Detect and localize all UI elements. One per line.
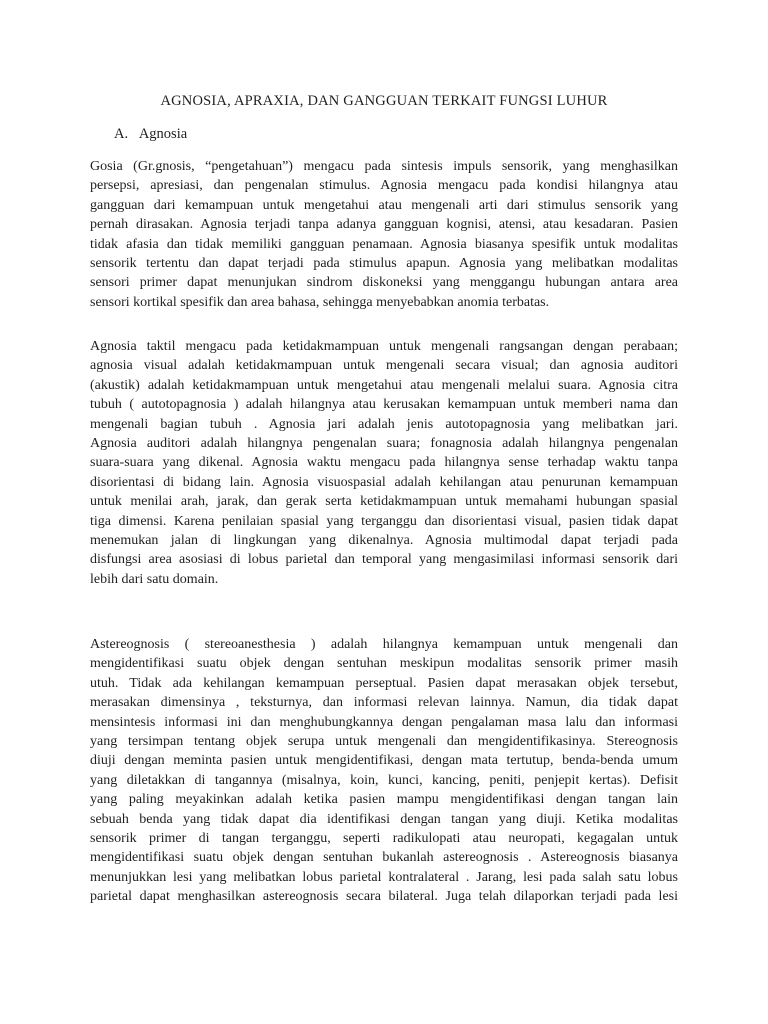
paragraph-line: parietal dapat menghasilkan astereognosis secara bilateral. Juga telah dilaporkan terjadi pada lesi bbox=[90, 889, 678, 905]
paragraph-line: sebuah benda yang tidak dapat dia identifikasi dengan tangan yang diuji. Ketika modalitas bbox=[90, 811, 678, 827]
paragraph-line: Agnosia taktil mengacu pada ketidakmampuan untuk mengenali rangsangan dengan perabaan; bbox=[90, 339, 678, 354]
document-title: AGNOSIA, APRAXIA, DAN GANGGUAN TERKAIT FUNGSI LUHUR bbox=[160, 93, 608, 109]
paragraph-line: merasakan dimensinya , teksturnya, dan informasi relevan lainnya. Namun, dia tidak dapat bbox=[90, 695, 678, 711]
paragraph-line: tidak afasia dan tidak memiliki gangguan penamaan. Agnosia biasanya spesifik untuk modalitas bbox=[90, 236, 678, 252]
paragraph-line: sensori kortikal spesifik dan area bahasa, sehingga menyebabkan anomia terbatas. bbox=[90, 294, 550, 310]
paragraph-astereognosis bbox=[90, 635, 678, 907]
paragraph-line: tiga dimensi. Karena penilaian spasial yang terganggu dan disorientasi visual, pasien tidak dapat bbox=[90, 513, 678, 529]
paragraph-line: suara-suara yang dikenal. Agnosia waktu mengacu pada hilangnya sense terhadap waktu tanpa bbox=[90, 455, 678, 471]
paragraph-line: Gosia (Gr.gnosis, “pengetahuan”) mengacu pada sintesis impuls sensorik, yang menghasilkan bbox=[90, 159, 678, 174]
paragraph-line: yang paling meyakinkan adalah ketika pasien mampu mengidentifikasi dengan tangan lain bbox=[90, 792, 678, 808]
paragraph-line: mengenali bagian tubuh . Agnosia jari adalah jenis autotopagnosia yang melibatkan jari. bbox=[90, 416, 678, 432]
paragraph-line: pernah dirasakan. Agnosia terjadi tanpa adanya gangguan kognisi, atensi, atau kesadaran. Pasien bbox=[90, 217, 678, 233]
paragraph-line: sensorik tertentu dan dapat terjadi pada stimulus apapun. Agnosia yang melibatkan modalitas bbox=[90, 256, 678, 272]
paragraph-line: diuji dengan meminta pasien untuk mengidentifikasi, dengan mata tertutup, benda-benda umum bbox=[90, 753, 678, 769]
paragraph-line: utuh. Tidak ada kehilangan kemampuan perseptual. Pasien dapat merasakan objek tersebut, bbox=[90, 675, 678, 691]
paragraph-line: (akustik) adalah ketidakmampuan untuk mengetahui atau mengenali melalui suara. Agnosia citra bbox=[90, 377, 678, 393]
paragraph-line: mengidentifikasi suatu objek dengan sentuhan meskipun modalitas sensorik primer masih bbox=[90, 656, 678, 672]
paragraph-line: mensintesis informasi ini dan menghubungkannya dengan pengalaman masa lalu dan informasi bbox=[90, 714, 678, 730]
paragraph-line: menunjukkan lesi yang melibatkan lobus parietal kontralateral . Jarang, lesi pada salah satu lobus bbox=[90, 869, 678, 885]
paragraph-line: gangguan dari kemampuan untuk mengetahui atau mengenali arti dari stimulus sensorik yang bbox=[90, 197, 678, 213]
paragraph-line: mengidentifikasi suatu objek dengan sentuhan bukanlah astereognosis . Astereognosis biasanya bbox=[90, 850, 678, 866]
paragraph-line: disfungsi area asosiasi di lobus parietal dan temporal yang mengasimilasi informasi sensorik dari bbox=[90, 552, 678, 568]
paragraph-line: yang tersimpan tentang objek serupa untuk mengenali dan mengidentifikasinya. Stereognosis bbox=[90, 734, 678, 750]
paragraph-line: disorientasi di bidang lain. Agnosia visuospasial adalah kehilangan atau penurunan kemampuan bbox=[90, 474, 678, 490]
section-label: Agnosia bbox=[138, 126, 188, 142]
paragraph-line: tubuh ( autotopagnosia ) adalah hilangnya atau kerusakan kemampuan untuk memberi nama dan bbox=[90, 397, 678, 413]
paragraph-line: yang diletakkan di tangannya (misalnya, koin, kunci, kancing, peniti, penjepit kertas). Defisit bbox=[90, 772, 678, 788]
paragraph-agnosia-types bbox=[90, 337, 678, 589]
section-heading bbox=[114, 126, 187, 143]
paragraph-gosia bbox=[90, 157, 678, 312]
section-letter: A. bbox=[114, 126, 129, 142]
paragraph-line: agnosia visual adalah ketidakmampuan untuk mengenali secara visual; dan agnosia auditori bbox=[90, 358, 678, 374]
paragraph-line: untuk menilai arah, jarak, dan gerak serta ketidakmampuan untuk memahami hubungan spasial bbox=[90, 494, 678, 510]
paragraph-line: sensorik primer di tangan terganggu, seperti radikulopati atau neuropati, kegagalan untuk bbox=[90, 831, 678, 847]
paragraph-line: Astereognosis ( stereoanesthesia ) adalah hilangnya kemampuan untuk mengenali dan bbox=[90, 637, 678, 652]
paragraph-line: Agnosia auditori adalah hilangnya pengenalan suara; fonagnosia adalah hilangnya pengenalan bbox=[90, 436, 678, 452]
paragraph-line: lebih dari satu domain. bbox=[90, 571, 219, 587]
paragraph-line: sensori primer dapat menunjukan sindrom diskoneksi yang menggangu hubungan antara area bbox=[90, 275, 678, 291]
paragraph-line: menemukan jalan di lingkungan yang dikenalnya. Agnosia multimodal dapat terjadi pada bbox=[90, 533, 678, 549]
paragraph-line: persepsi, apresiasi, dan pengenalan stimulus. Agnosia mengacu pada kondisi hilangnya atau bbox=[90, 178, 678, 194]
